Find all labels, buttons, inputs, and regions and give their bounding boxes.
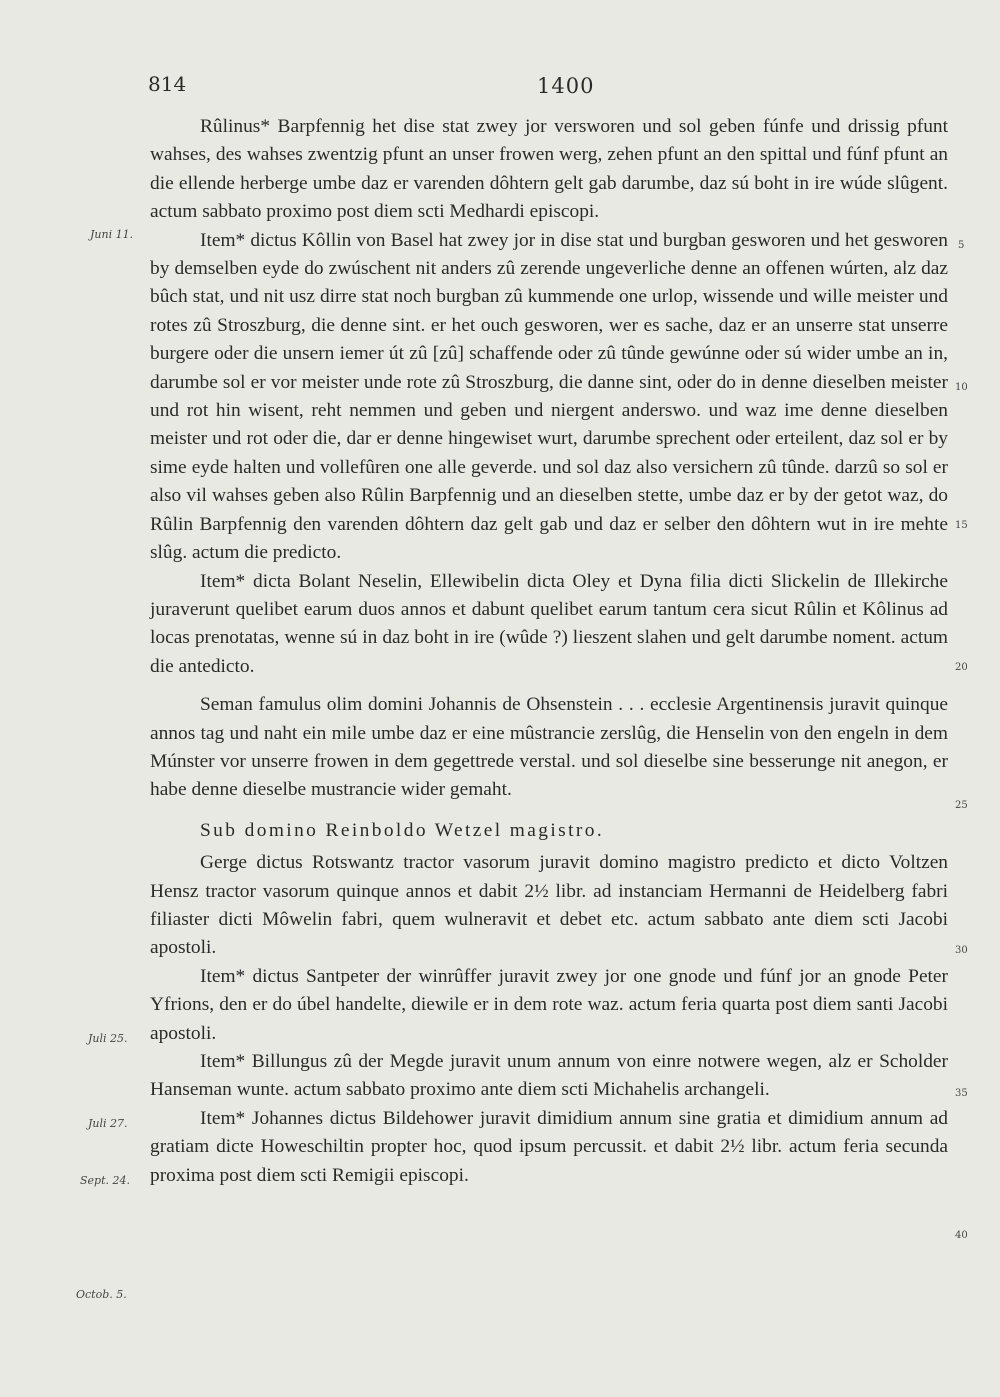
line-number: 25 <box>955 800 968 811</box>
paragraph: Seman famulus olim domini Johannis de Ohsenstein . . . ecclesie Argentinensis juravit quinque annos tag und naht ein mile umbe daz er eine mûstrancie zerslûg, die Henselin von den engeln in dem Múnster vor unserre frowen in dem gegettrede verstal. und sol dieselbe sine besserunge nit anegon, er habe denne dieselbe mustrancie wider gemaht. <box>150 694 948 801</box>
line-number: 40 <box>955 1230 968 1241</box>
line-number: 15 <box>955 520 968 531</box>
paragraph: Item* Billungus zû der Megde juravit unum annum von einre notwere wegen, alz er Scholder Hanseman wunte. actum sabbato proximo ante diem scti Michahelis archangeli. <box>150 1051 948 1101</box>
margin-date: Juli 27. <box>88 1117 128 1130</box>
page-number: 814 <box>148 72 187 96</box>
paragraph: Item* dicta Bolant Neselin, Ellewibelin dicta Oley et Dyna filia dicti Slickelin de Illekirche juraverunt quelibet earum duos annos et dabunt quelibet earum tantum cera sicut Rûlin et Kôlinus ad locas prenotatas, wenne sú in daz boht in ire (wûde ?) lieszent slahen und gelt darumbe noment. actum die antedicto. <box>150 570 948 677</box>
margin-date: Sept. 24. <box>80 1174 130 1187</box>
line-number: 10 <box>955 382 968 393</box>
margin-date: Juni 11. <box>90 228 134 241</box>
paragraph: Rûlinus* Barpfennig het dise stat zwey jor versworen und sol geben fúnfe und drissig pfunt wahses, des wahses zwentzig pfunt an unser frowen werg, zehen pfunt an den spittal und fúnf pfunt an die ellende herberge umbe daz er varenden dôhtern gelt gab darumbe, daz sú boht in ire wúde slûgent. actum sabbato proximo post diem scti Medhardi episcopi. <box>150 116 948 223</box>
paragraph: Item* dictus Santpeter der winrûffer juravit zwey jor one gnode und fúnf jor an gnode Peter Yfrions, den er do úbel handelte, diewile er in dem rote waz. actum feria quarta post diem santi Jacobi apostoli. <box>150 965 948 1044</box>
margin-date: Octob. 5. <box>76 1288 127 1301</box>
line-number: 35 <box>955 1088 968 1099</box>
section-heading: Sub domino Reinboldo Wetzel magistro. <box>200 819 605 841</box>
body-text <box>150 113 948 1190</box>
line-number: 5 <box>958 240 965 251</box>
line-number: 30 <box>955 945 968 956</box>
paragraph: Gerge dictus Rotswantz tractor vasorum juravit domino magistro predicto et dicto Voltzen Hensz tractor vasorum quinque annos et dabit 2½ libr. ad instanciam Hermanni de Heidelberg fabri filiaster dicti Môwelin fabri, quem wulneravit et debet etc. actum sabbato ante diem scti Jacobi apostoli. <box>150 852 948 959</box>
running-head-year: 1400 <box>537 74 595 98</box>
line-number: 20 <box>955 662 968 673</box>
margin-date: Juli 25. <box>88 1032 128 1045</box>
paragraph: Item* dictus Kôllin von Basel hat zwey jor in dise stat und burgban gesworen und het gesworen by demselben eyde do zwúschent nit anders zû zerende ungeverliche denne an offenen wúrten, alz daz bûch stat, und nit usz dirre stat noch burgban zû kummende one urlop, wissende und wille meister und rotes zû Stroszburg, die denne sint. er het ouch gesworen, wer es sache, daz er an unserre stat unserre burgere oder die unsern iemer út zû [zû] schaffende oder zû tûnde gewúnne oder sú wider umbe an in, darumbe sol er vor meister unde rote zû Stroszburg, die danne sint, oder do in denne dieselben meister und rot hin wisent, reht nemmen und geben und niergent anderswo. und waz ime denne dieselben meister und rot oder die, dar er denne hingewiset wurt, darumbe sprechent oder erteilent, daz sol er by sime eyde halten und vollefûren one alle geverde. und sol daz also versichern zû tûnde. darzû so sol er also vil wahses geben also Rûlin Barpfennig und an dieselben stette, umbe daz er by der getot waz, do Rûlin Barpfennig den varenden dôhtern daz gelt gab und daz er selber den dôhtern wut in ire mehte slûg. actum die predicto. <box>150 229 948 564</box>
paragraph: Item* Johannes dictus Bildehower juravit dimidium annum sine gratia et dimidium annum ad gratiam dicte Howeschiltin propter hoc, quod ipsum percussit. et dabit 2½ libr. actum feria secunda proxima post diem scti Remigii episcopi. <box>150 1107 948 1186</box>
